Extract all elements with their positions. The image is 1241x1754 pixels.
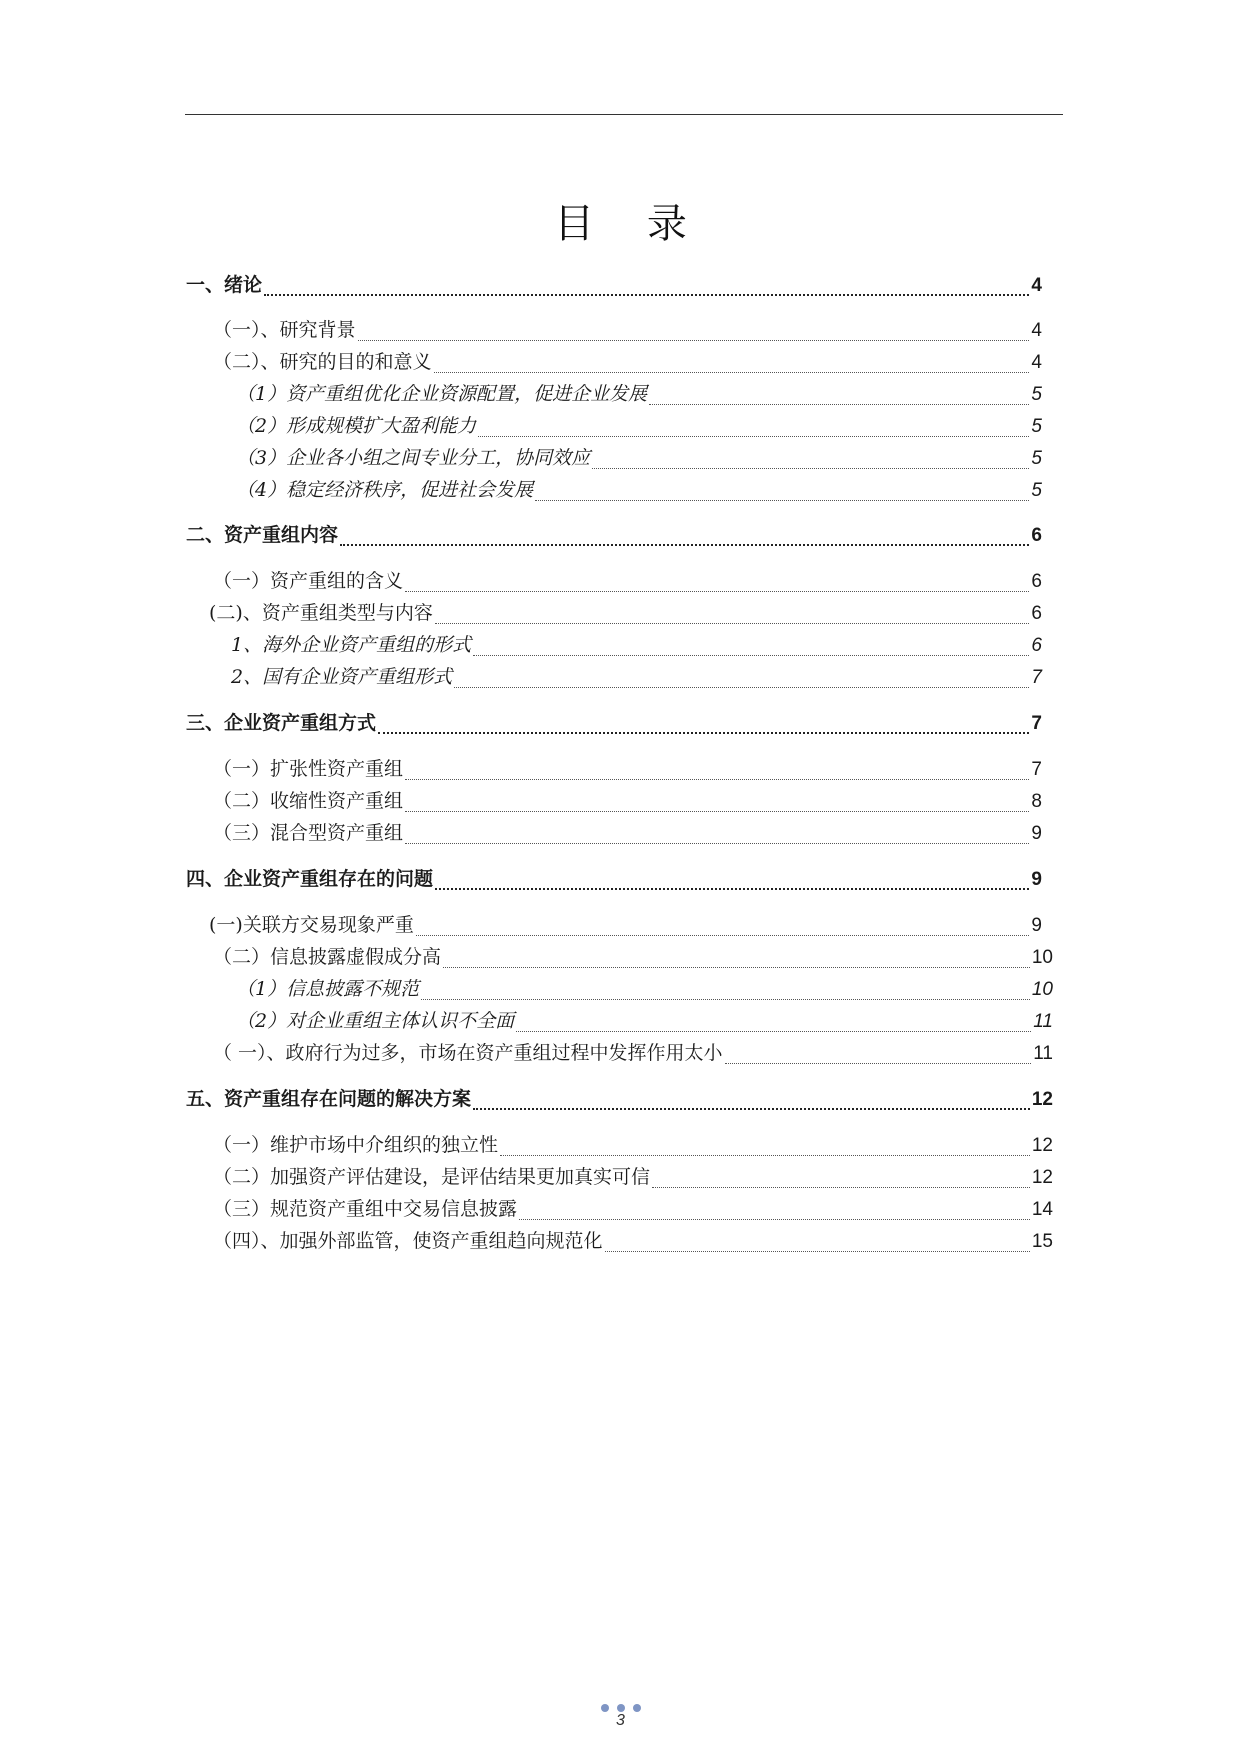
toc-entry-title: 2、国有企业资产重组形式 [231, 666, 453, 688]
toc-entry-page: 9 [1031, 915, 1042, 936]
toc-leader-dots [592, 452, 1029, 469]
toc-entry-title: 一、绪论 [186, 274, 263, 296]
toc-entry-page: 7 [1031, 667, 1042, 688]
footer-dot [633, 1704, 641, 1712]
page-title: 目 录 [554, 201, 707, 247]
toc-leader-dots [652, 1171, 1030, 1188]
toc-leader-dots [516, 1015, 1031, 1032]
toc-entry[interactable] [186, 273, 1042, 297]
toc-entry[interactable] [213, 569, 1042, 593]
toc-entry[interactable] [213, 1229, 1053, 1253]
toc-entry[interactable] [236, 478, 1042, 502]
toc-leader-dots [264, 278, 1029, 296]
toc-entry-title: （4）稳定经济秩序，促进社会发展 [236, 479, 534, 501]
toc-entry-title: （1）资产重组优化企业资源配置，促进企业发展 [236, 383, 648, 405]
toc-entry-page: 10 [1031, 947, 1053, 968]
toc-entry-page: 12 [1031, 1135, 1053, 1156]
toc-leader-dots [405, 795, 1029, 812]
toc-entry[interactable] [213, 350, 1042, 374]
toc-entry[interactable] [186, 523, 1042, 547]
toc-entry-title: 1、海外企业资产重组的形式 [231, 634, 472, 656]
toc-leader-dots [519, 1203, 1030, 1220]
toc-entry[interactable] [209, 913, 1042, 937]
toc-leader-dots [725, 1047, 1032, 1064]
toc-entry-title: （二）收缩性资产重组 [213, 790, 404, 812]
toc-entry-page: 12 [1031, 1089, 1053, 1110]
toc-leader-dots [405, 827, 1029, 844]
toc-leader-dots [340, 528, 1029, 546]
toc-entry[interactable] [213, 757, 1042, 781]
toc-entry-page: 12 [1031, 1167, 1053, 1188]
toc-entry-page: 11 [1033, 1043, 1053, 1064]
toc-entry-title: （三）混合型资产重组 [213, 822, 404, 844]
toc-entry-title: （ 一）、政府行为过多，市场在资产重组过程中发挥作用太小 [213, 1042, 723, 1064]
toc-entry-title: (一)关联方交易现象严重 [209, 914, 414, 936]
toc-entry-title: （二）、研究的目的和意义 [213, 351, 432, 373]
toc-leader-dots [473, 639, 1029, 656]
toc-entry-page: 4 [1031, 275, 1042, 296]
toc-leader-dots [358, 324, 1030, 341]
toc-entry-title: （二）加强资产评估建设，是评估结果更加真实可信 [213, 1166, 651, 1188]
toc-entry-title: （一）维护市场中介组织的独立性 [213, 1134, 499, 1156]
toc-leader-dots [478, 420, 1029, 437]
toc-entry-title: （3）企业各小组之间专业分工，协同效应 [236, 447, 591, 469]
toc-entry[interactable] [231, 633, 1042, 657]
toc-entry-page: 7 [1031, 713, 1042, 734]
toc-entry-title: （2）形成规模扩大盈利能力 [236, 415, 477, 437]
toc-entry[interactable] [213, 821, 1042, 845]
footer-dot [617, 1704, 625, 1712]
toc-leader-dots [500, 1139, 1030, 1156]
toc-entry[interactable] [236, 977, 1053, 1001]
toc-leader-dots [421, 983, 1030, 1000]
toc-entry-title: （一）扩张性资产重组 [213, 758, 404, 780]
toc-entry-title: (二)、资产重组类型与内容 [209, 602, 433, 624]
toc-entry[interactable] [236, 382, 1042, 406]
toc-entry-title: 四、企业资产重组存在的问题 [186, 868, 434, 890]
toc-entry[interactable] [186, 867, 1042, 891]
toc-entry-page: 6 [1031, 571, 1042, 592]
toc-entry[interactable] [186, 1087, 1053, 1111]
toc-entry-page: 9 [1031, 823, 1042, 844]
toc-entry[interactable] [213, 318, 1042, 342]
toc-entry-page: 7 [1031, 759, 1042, 780]
toc-entry-page: 8 [1031, 791, 1042, 812]
toc-entry[interactable] [231, 665, 1042, 689]
toc-entry-title: （2）对企业重组主体认识不全面 [236, 1010, 515, 1032]
toc-entry[interactable] [213, 1197, 1053, 1221]
toc-entry-page: 15 [1031, 1231, 1053, 1252]
toc-entry-page: 9 [1031, 869, 1042, 890]
toc-leader-dots [443, 951, 1030, 968]
toc-entry-page: 5 [1031, 448, 1042, 469]
toc-entry-page: 5 [1031, 416, 1042, 437]
toc-entry[interactable] [213, 789, 1042, 813]
toc-entry-page: 6 [1031, 635, 1042, 656]
toc-entry[interactable] [213, 1041, 1053, 1065]
toc-entry-title: 三、企业资产重组方式 [186, 712, 377, 734]
toc-entry[interactable] [213, 1133, 1053, 1157]
toc-entry[interactable] [236, 1009, 1053, 1033]
toc-entry[interactable] [236, 446, 1042, 470]
toc-leader-dots [649, 388, 1029, 405]
toc-leader-dots [405, 763, 1029, 780]
toc-entry[interactable] [213, 1165, 1053, 1189]
toc-leader-dots [416, 919, 1030, 936]
toc-leader-dots [535, 484, 1029, 501]
toc-leader-dots [378, 716, 1029, 734]
page-number: 3 [616, 1712, 625, 1729]
toc-leader-dots [605, 1235, 1030, 1252]
toc-entry-title: （三）规范资产重组中交易信息披露 [213, 1198, 518, 1220]
toc-entry-page: 6 [1031, 603, 1042, 624]
toc-entry-title: （四）、加强外部监管，使资产重组趋向规范化 [213, 1230, 603, 1252]
toc-entry-page: 5 [1031, 480, 1042, 501]
toc-entry-page: 5 [1031, 384, 1042, 405]
toc-entry-title: 二、资产重组内容 [186, 524, 339, 546]
toc-entry-page: 11 [1033, 1011, 1053, 1032]
toc-leader-dots [405, 575, 1029, 592]
toc-entry[interactable] [213, 945, 1053, 969]
toc-leader-dots [434, 356, 1030, 373]
toc-entry-page: 4 [1031, 352, 1042, 373]
toc-leader-dots [435, 872, 1029, 890]
toc-entry-page: 4 [1031, 320, 1042, 341]
toc-entry-title: （一）、研究背景 [213, 319, 356, 341]
toc-entry[interactable] [186, 711, 1042, 735]
toc-entry-page: 10 [1031, 979, 1053, 1000]
toc-leader-dots [435, 607, 1030, 624]
toc-entry-title: （二）信息披露虚假成分高 [213, 946, 442, 968]
toc-entry-page: 6 [1031, 525, 1042, 546]
toc-entry[interactable] [209, 601, 1042, 625]
toc-entry[interactable] [236, 414, 1042, 438]
toc-entry-title: （1）信息披露不规范 [236, 978, 420, 1000]
toc-leader-dots [473, 1092, 1030, 1110]
toc-entry-title: （一）资产重组的含义 [213, 570, 404, 592]
toc-leader-dots [454, 671, 1029, 688]
footer-dot [601, 1704, 609, 1712]
toc-entry-title: 五、资产重组存在问题的解决方案 [186, 1088, 472, 1110]
toc-entry-page: 14 [1031, 1199, 1053, 1220]
